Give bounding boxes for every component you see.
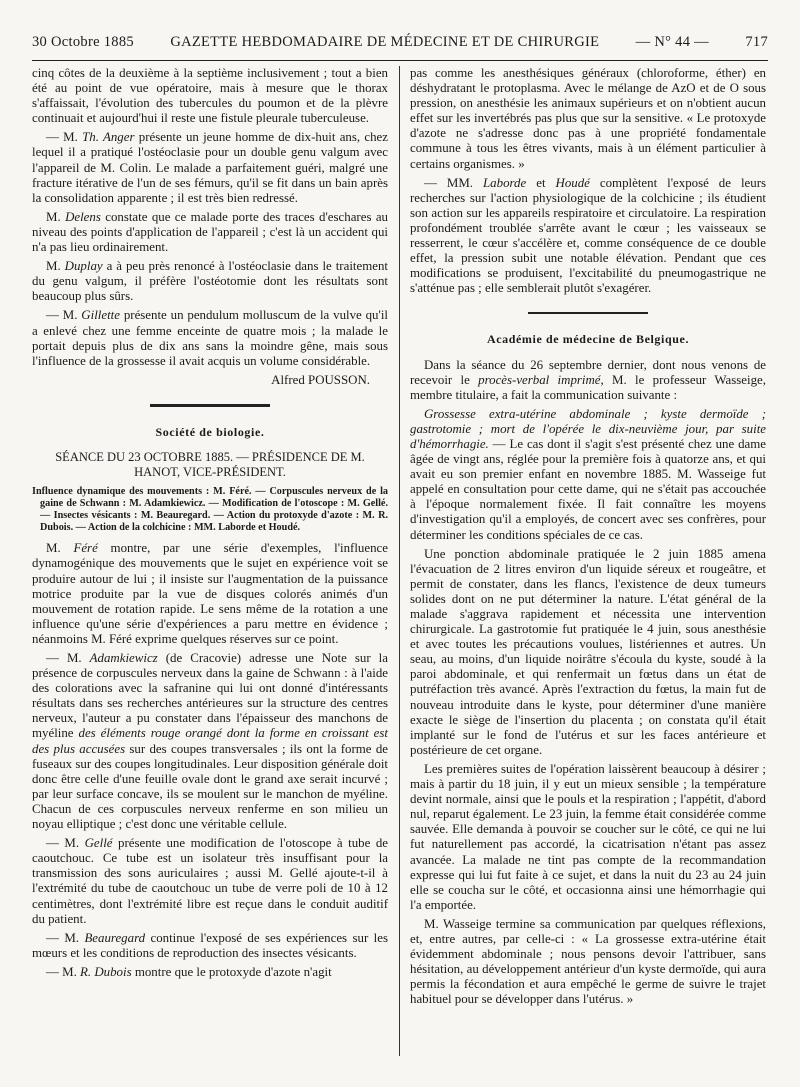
paragraph: Dans la séance du 26 septembre dernier, dont nous venons de recevoir le procès-verbal imprimé, M. le professeur Wasseige, membre titulaire, a fait la communication suivante : [410,357,766,402]
header-journal-title: GAZETTE HEBDOMADAIRE DE MÉDECINE ET DE CHIRURGIE [170,34,600,50]
running-header [32,34,768,56]
paragraph: M. Féré montre, par une série d'exemples, l'influence dynamogénique des mouvements que le sujet en expérience voit se produire autour de lui ; il insiste sur l'augmentation de la puissance motrice produite par la vue de disques colorés animés d'un mouvement de rotation rapide. Le sens même de la rotation a une influence qu'une série d'expériences a paru mettre en évidence ; néanmoins M. Féré exprime quelques réserves sur ce point. [32,541,388,646]
header-rule [32,60,768,61]
session-summary: Influence dynamique des mouvements : M. Féré. — Corpuscules nerveux de la gaine de Schwann : M. Adamkiewicz. — Modification de l'otoscope : M. Gellé. — Insectes vésicants : M. Beauregard. — Action du protoxyde d'azote : M. R. Dubois. — Action de la colchicine : MM. Laborde et Houdé. [32,486,388,533]
right-column [410,66,766,1011]
session-heading: SÉANCE DU 23 OCTOBRE 1885. — PRÉSIDENCE DE M. HANOT, VICE-PRÉSIDENT. [55,449,365,480]
paragraph: cinq côtes de la deuxième à la septième inclusivement ; tout a bien été au point de vue opératoire, mais à mesure que le thorax s'affaissait, l'évolution des tubercules du poumon et de la plèvre continuait et aujourd'hui il reste une fistule pleurale tuberculeuse. [32,66,388,126]
paragraph: — M. Th. Anger présente un jeune homme de dix-huit ans, chez lequel il a pratiqué l'ostéoclasie pour un double genu valgum avec l'appareil de M. Colin. Le malade a parfaitement guéri, malgré une fracture itérative de l'un de ses fémurs, qu'il se fit dans un bain après la consolidation apparente ; il est très bien redressé. [32,130,388,205]
paragraph: M. Wasseige termine sa communication par quelques réflexions, et, entre autres, par celle-ci : « La grossesse extra-utérine était évidemment abdominale ; nous pensons devoir l'attribuer, sans hésitation, au développement antérieur d'un kyste dermoïde, qui aura permis la fécondation et aura empêché le germe de suivre le trajet habituel pour se développer dans l'utérus. » [410,916,766,1007]
paragraph: — M. Gellé présente une modification de l'otoscope à tube de caoutchouc. Ce tube est un isolateur très insuffisant pour la transmission des sons auriculaires ; aussi M. Gellé ajoute-t-il à l'extrémité du tube de caoutchouc un tube de verre poli de 10 à 12 centimètres, dont l'extrémité libre est reçue dans le conduit auditif du patient. [32,836,388,926]
section-separator [528,312,648,314]
section-title: Société de biologie. [155,424,265,439]
author-signature: Alfred POUSSON. [271,372,370,387]
header-issue: — N° 44 — [635,34,709,50]
paragraph: Une ponction abdominale pratiquée le 2 juin 1885 amena l'évacuation de 2 litres environ d'un liquide séreux et rougeâtre, et permit de constater, dans les flancs, l'existence de deux tumeurs solides dont on ne put déterminer la nature. L'état général de la malade s'aggrava rapidement et nécessita une intervention chirurgicale. La gastrotomie fut pratiquée le 4 juin, sous anesthésie et avec toutes les précautions voulues, listériennes et autres. Un seau, au moins, d'un liquide noirâtre s'écoula du kyste, soudé à la paroi abdominale, et qui renfermait un fœtus dans un état de putréfaction très avancé. Après l'extraction du fœtus, la main fut de nouveau introduite dans le kyste, pour déterminer d'une manière exacte le siège de l'insertion du placenta ; on constata qu'il était implanté sur le fond de l'utérus et sur les faces antérieure et postérieure de cet organe. [410,546,766,757]
paragraph: M. Duplay a à peu près renoncé à l'ostéoclasie dans le traitement du genu valgum, il préfère l'ostéotomie dont les résultats sont beaucoup plus sûrs. [32,259,388,304]
paragraph: — M. R. Dubois montre que le protoxyde d'azote n'agit [46,964,332,979]
section-separator [150,404,270,407]
header-page-number: 717 [745,34,768,50]
header-date: 30 Octobre 1885 [32,34,134,50]
paragraph: — M. Adamkiewicz (de Cracovie) adresse une Note sur la présence de corpuscules nerveux dans la gaine de Schwann : à l'aide des colorations avec la safranine qui lui ont donné d'intéressants résultats dans ses recherches antérieures sur la structure des centres nerveux, l'auteur a pu constater dans l'épaisseur des manchons de myéline des éléments rouge orangé dont la forme en croissant est des plus accusées sur des coupes transversales ; ils ont la forme de fuseaux sur des coupes longitudinales. Leur disposition générale doit donc être celle d'une feuille ovale dont le grand axe serait incurvé ; par leur surface concave, ils se moulent sur le manchon de myéline. Chacun de ces corpuscules nerveux renferme en son milieu un noyau elliptique ; c'est donc une véritable cellule. [32,651,389,832]
left-column [32,66,388,984]
paragraph: — M. Beauregard continue l'exposé de ses expériences sur les mœurs et les conditions de reproduction des insectes vésicants. [32,930,388,960]
column-divider [399,66,400,1056]
section-title: Académie de médecine de Belgique. [486,332,690,347]
paragraph: Les premières suites de l'opération laissèrent beaucoup à désirer ; mais à partir du 18 juin, il y eut un mieux sensible ; la température devint normale, ainsi que le pouls et la respiration ; l'appétit, d'abord nul, reparut également. Le 23 juin, la femme était considérée comme sauvée. Elle demanda à pouvoir se coucher sur le côté, ce qui ne lui fut naturellement pas accordé, la cicatrisation n'étant pas assez avancée. La malade ne tint pas compte de la recommandation expresse qui lui fut faite à ce sujet, et dans la nuit du 23 au 24 juin elle se coucha sur le côté, et occasionna ainsi une hémorrhagie qui l'a emportée. [410,761,766,912]
paragraph: M. Delens constate que ce malade porte des traces d'eschares au niveau des points d'application de l'appareil ; c'est là un accident qui n'a pas lieu ordinairement. [32,209,388,255]
paragraph: — M. Gillette présente un pendulum molluscum de la vulve qu'il a enlevé chez une femme enceinte de quatre mois ; la malade le portait depuis plus de dix ans sans la moindre gêne, mais sous l'influence de la grossesse il avait acquis un volume considérable. [32,308,388,368]
paragraph: pas comme les anesthésiques généraux (chloroforme, éther) en déshydratant le protoplasma. Avec le mélange de AzO et de O sous pression, on anesthésie les animaux supérieurs et on n'obtient aucun effet sur les invertébrés pas plus que sur la sensitive. « Le protoxyde d'azote ne s'adresse donc pas à une propriété fondamentale commune à tous les êtres vivants, mais à un élément particulier à certains organismes. » [410,66,766,171]
paragraph: Grossesse extra-utérine abdominale ; kyste dermoïde ; gastrotomie ; mort de l'opérée le dix-neuvième jour, par suite d'hémorrhagie. — Le cas dont il s'agit s'est présenté chez une dame âgée de vingt ans, réglée pour la première fois à quatorze ans, et qui avait eu son premier enfant en novembre 1885. M. Wasseige fut appelé en consultation pour cette dame, qui ne s'était pas accouchée à l'époque normalement fixée. Il fait connaître les moyens d'investigation qu'il a employés, de concert avec ses confrères, pour déterminer les conditions spéciales de ce cas. [410,406,766,542]
paragraph: — MM. Laborde et Houdé complètent l'exposé de leurs recherches sur l'action physiologique de la colchicine ; ils étudient son action sur les appareils respiratoire et circulatoire. La respiration profondément troublée s'arrête avant le cœur ; les vaisseaux se resserrent, le cœur s'accélère et, comme conséquence de ce double effet, la pression subit une notable élévation. Pendant que ces modifications se produisent, l'excitabilité du pneumogastrique ne s'atténue pas ; elle semblerait plutôt s'exagérer. [410,175,767,296]
